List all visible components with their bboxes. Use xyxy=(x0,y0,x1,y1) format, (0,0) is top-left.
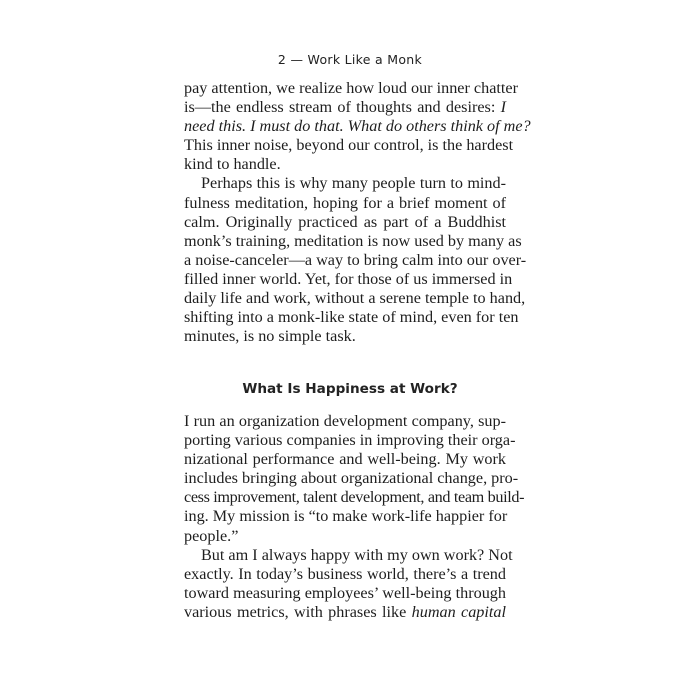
text-line: monk’s training, meditation is now used by many as xyxy=(184,231,522,250)
text-line xyxy=(184,98,506,117)
italic-text: need this. I must do that. What do others think of me? xyxy=(184,117,531,136)
text-line: people.” xyxy=(184,526,239,545)
text-line: fulness meditation, hoping for a brief moment of xyxy=(184,193,506,212)
italic-text: I xyxy=(500,98,506,117)
text-line xyxy=(184,603,506,622)
text-line: nizational performance and well-being. My work xyxy=(184,450,506,469)
running-head: 2 — Work Like a Monk xyxy=(277,52,423,67)
text-line: toward measuring employees’ well-being through xyxy=(184,583,506,602)
paragraph-block-1 xyxy=(184,79,531,346)
italic-text: human capital xyxy=(411,602,506,621)
text-line: Perhaps this is why many people turn to mind- xyxy=(201,174,506,193)
text-line: I run an organization development company, sup- xyxy=(184,412,506,430)
text-line: exactly. In today’s business world, there’s a trend xyxy=(184,564,506,583)
text-run: various metrics, with phrases like xyxy=(184,602,412,621)
text-line: cess improvement, talent development, and team build- xyxy=(184,488,525,507)
text-line: ing. My mission is “to make work-life happier for xyxy=(184,507,508,526)
text-line: kind to handle. xyxy=(184,155,281,174)
text-line: pay attention, we realize how loud our inner chatter xyxy=(184,79,518,97)
section-heading: What Is Happiness at Work? xyxy=(242,381,458,397)
text-line: a noise-canceler—a way to bring calm into our over- xyxy=(184,250,527,269)
text-line: includes bringing about organizational change, pro- xyxy=(184,469,519,488)
paragraph-block-2 xyxy=(184,412,525,622)
text-line: calm. Originally practiced as part of a Buddhist xyxy=(184,212,506,231)
text-line: This inner noise, beyond our control, is the hardest xyxy=(184,136,514,155)
text-line: porting various companies in improving their orga- xyxy=(184,431,516,450)
text-line: daily life and work, without a serene temple to hand, xyxy=(184,289,526,308)
text-line: minutes, is no simple task. xyxy=(184,327,356,346)
text-line: But am I always happy with my own work? Not xyxy=(201,545,513,564)
text-line: shifting into a monk-like state of mind, even for ten xyxy=(184,308,519,327)
text-line xyxy=(184,117,531,136)
text-run: is—the endless stream of thoughts and desires: xyxy=(184,98,501,117)
text-line: filled inner world. Yet, for those of us immersed in xyxy=(184,269,513,288)
